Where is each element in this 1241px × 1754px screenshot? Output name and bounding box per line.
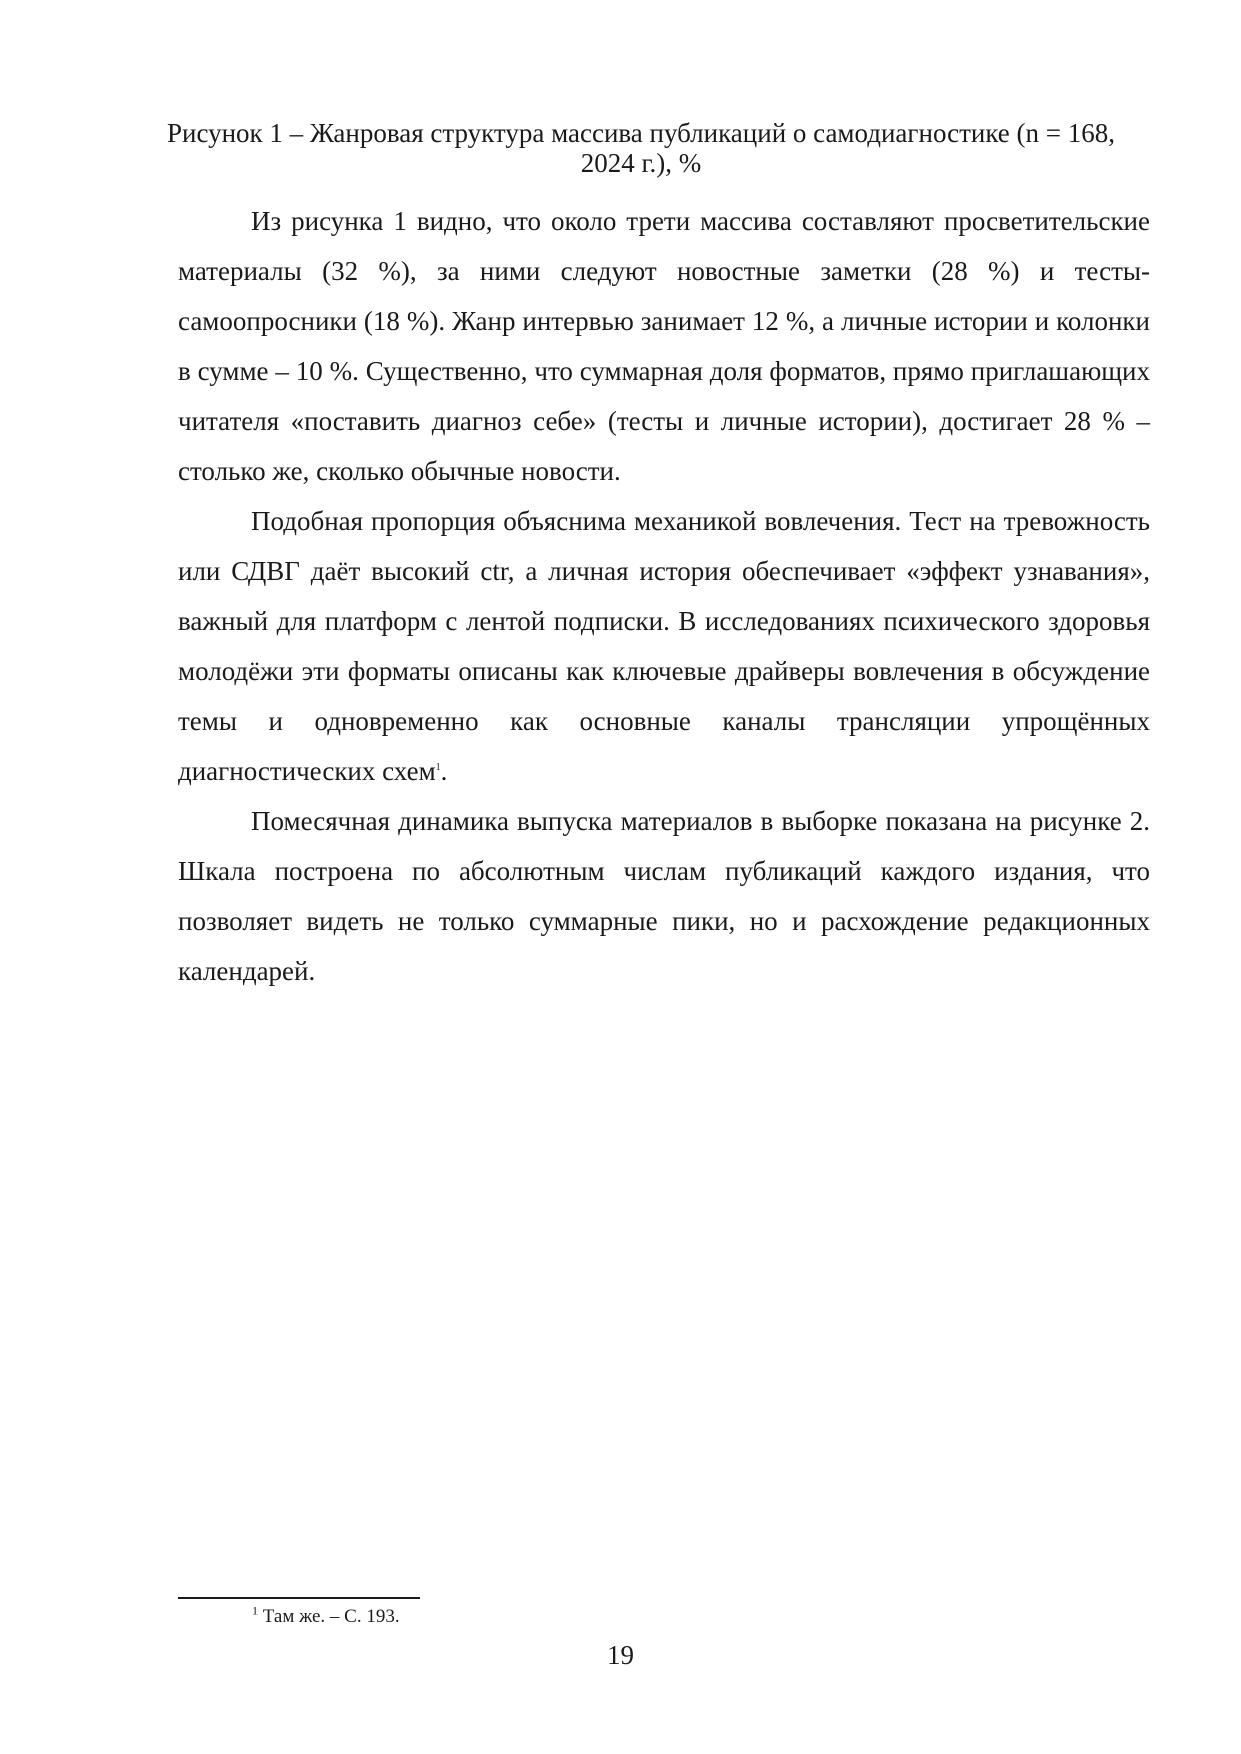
paragraph-3-text: Помесячная динамика выпуска материалов в выборке показана на рисунке 2. Шкала построена по абсолютным числам публикаций каждого издания, что позволяет видеть не только суммарные пики, но и расхождение редакционных календарей.: [178, 806, 1150, 986]
footnote-text: Там же. – С. 193.: [258, 1606, 400, 1627]
footnote-separator: [178, 1597, 420, 1599]
paragraph-2-text: Подобная пропорция объяснима механикой вовлечения. Тест на тревожность или СДВГ даёт высокий ctr, а личная история обеспечивает «эффект узнавания», важный для платформ с лентой подписки. В исследованиях психического здоровья молодёжи эти форматы описаны как ключевые драйверы вовлечения в обсуждение темы и одновременно как основные каналы трансляции упрощённых диагностических схем: [178, 506, 1150, 786]
body-text: [178, 196, 1150, 996]
paragraph-3: [178, 796, 1150, 996]
paragraph-1: [178, 196, 1150, 496]
paragraph-1-text: Из рисунка 1 видно, что около трети массива составляют просветительские материалы (32 %), за ними следуют новостные заметки (28 %) и тесты-самоопросники (18 %). Жанр интервью занимает 12 %, а личные истории и колонки в сумме – 10 %. Существенно, что суммарная доля форматов, прямо приглашающих читателя «поставить диагноз себе» (тесты и личные истории), достигает 28 % – столько же, сколько обычные новости.: [178, 206, 1150, 486]
paragraph-2: [178, 496, 1150, 796]
footnote-mark: 1: [252, 1603, 258, 1618]
footnote: [252, 1603, 400, 1628]
paragraph-2-tail: .: [440, 756, 448, 786]
figure-caption: Рисунок 1 – Жанровая структура массива публикаций о самодиагностике (n = 168, 2024 г.), %: [166, 118, 1115, 178]
page-number: 19: [607, 1640, 634, 1670]
footnote-reference[interactable]: 1: [435, 762, 441, 773]
